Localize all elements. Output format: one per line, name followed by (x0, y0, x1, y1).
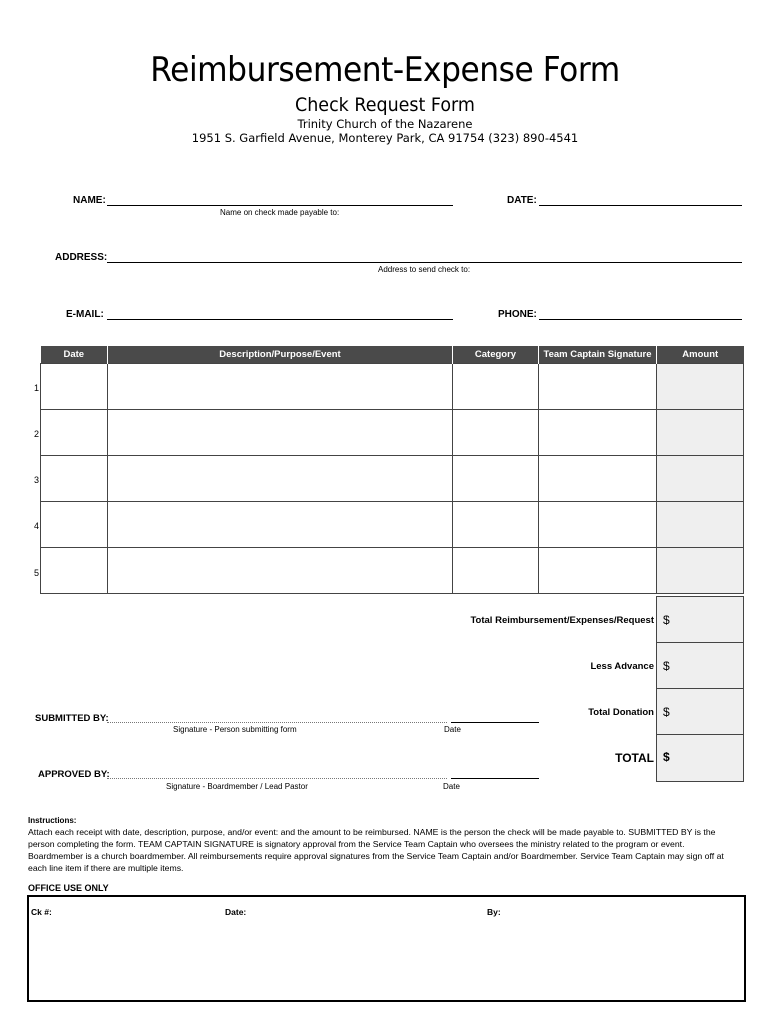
row-number: 2 (34, 429, 40, 439)
amount-cell[interactable] (657, 410, 744, 456)
submitted-date-hint: Date (444, 725, 461, 734)
total-donation-amount[interactable]: $ (663, 705, 670, 719)
totals-divider (656, 688, 744, 689)
amount-cell[interactable] (657, 548, 744, 594)
total-reimbursement-amount[interactable]: $ (663, 613, 670, 627)
less-advance-amount[interactable]: $ (663, 659, 670, 673)
description-cell[interactable] (108, 456, 453, 502)
church-address: 1951 S. Garfield Avenue, Monterey Park, CA 91754 (323) 890-4541 (191, 131, 579, 145)
submitted-date-field[interactable] (451, 722, 539, 723)
column-header-date: Date (41, 346, 108, 364)
table-row (41, 410, 744, 456)
row-number: 1 (34, 383, 40, 393)
instructions-line: Attach each receipt with date, description, purpose, and/or event: and the amount to be reimbursed. NAME is the person the check will be made payable to. SUBMITTED BY is the (28, 827, 716, 837)
submitted-hint: Signature - Person submitting form (173, 725, 297, 734)
total-label: TOTAL (615, 751, 654, 765)
instructions-line: person completing the form. TEAM CAPTAIN SIGNATURE is signatory approval from the Service Team Captain who oversees the ministry related to the program or event. (28, 839, 685, 849)
signature-cell[interactable] (539, 548, 657, 594)
table-header-row (41, 346, 744, 364)
total-reimbursement-label: Total Reimbursement/Expenses/Request (470, 615, 654, 626)
check-number-label: Ck #: (31, 907, 52, 917)
row-number: 4 (34, 521, 40, 531)
table-row (41, 364, 744, 410)
name-hint: Name on check made payable to: (220, 208, 340, 217)
name-field[interactable] (107, 205, 453, 206)
date-label: DATE: (507, 195, 537, 206)
office-date-label: Date: (225, 907, 247, 917)
description-cell[interactable] (108, 548, 453, 594)
approved-signature-field[interactable] (107, 778, 447, 779)
date-cell[interactable] (41, 364, 108, 410)
office-by-label: By: (487, 907, 501, 917)
row-number: 3 (34, 475, 40, 485)
approved-by-label: APPROVED BY: (38, 769, 110, 780)
name-label: NAME: (73, 195, 106, 206)
table-row (41, 456, 744, 502)
description-cell[interactable] (108, 502, 453, 548)
table-row (41, 548, 744, 594)
date-field[interactable] (539, 205, 742, 206)
phone-field[interactable] (539, 319, 742, 320)
approved-date-field[interactable] (451, 778, 539, 779)
instructions-heading: Instructions: (28, 816, 77, 825)
signature-cell[interactable] (539, 456, 657, 502)
totals-divider (656, 642, 744, 643)
phone-label: PHONE: (498, 309, 537, 320)
approved-date-hint: Date (443, 782, 460, 791)
column-header-amount: Amount (657, 346, 744, 364)
address-label: ADDRESS: (55, 252, 108, 263)
expense-table (40, 346, 743, 594)
row-number: 5 (34, 568, 40, 578)
form-subtitle: Check Request Form (295, 94, 475, 116)
date-cell[interactable] (41, 456, 108, 502)
category-cell[interactable] (453, 548, 539, 594)
instructions-line: Boardmember is a church boardmember. All reimbursements require approval signatures from the Service Team Captain and/or Boardmember. Service Team Captain may sign off at (28, 851, 724, 861)
amount-cell[interactable] (657, 364, 744, 410)
form-title: Reimbursement-Expense Form (150, 50, 620, 90)
total-donation-label: Total Donation (588, 707, 654, 718)
category-cell[interactable] (453, 410, 539, 456)
submitted-signature-field[interactable] (107, 722, 447, 723)
office-use-heading: OFFICE USE ONLY (28, 883, 109, 893)
less-advance-label: Less Advance (590, 661, 654, 672)
total-amount[interactable]: $ (663, 750, 670, 764)
approved-hint: Signature - Boardmember / Lead Pastor (166, 782, 308, 791)
description-cell[interactable] (108, 410, 453, 456)
email-label: E-MAIL: (66, 309, 104, 320)
signature-cell[interactable] (539, 410, 657, 456)
date-cell[interactable] (41, 502, 108, 548)
submitted-by-label: SUBMITTED BY: (35, 713, 109, 724)
date-cell[interactable] (41, 548, 108, 594)
description-cell[interactable] (108, 364, 453, 410)
instructions-line: each line item if there are multiple items. (28, 863, 184, 873)
amount-cell[interactable] (657, 456, 744, 502)
category-cell[interactable] (453, 502, 539, 548)
signature-cell[interactable] (539, 502, 657, 548)
table-row (41, 502, 744, 548)
signature-cell[interactable] (539, 364, 657, 410)
address-field[interactable] (107, 262, 742, 263)
column-header-signature: Team Captain Signature (539, 346, 657, 364)
column-header-description: Description/Purpose/Event (108, 346, 453, 364)
amount-cell[interactable] (657, 502, 744, 548)
category-cell[interactable] (453, 456, 539, 502)
office-use-box (27, 895, 746, 1002)
totals-divider (656, 734, 744, 735)
column-header-category: Category (453, 346, 539, 364)
church-name: Trinity Church of the Nazarene (297, 117, 473, 131)
date-cell[interactable] (41, 410, 108, 456)
email-field[interactable] (107, 319, 453, 320)
address-hint: Address to send check to: (378, 265, 471, 274)
category-cell[interactable] (453, 364, 539, 410)
